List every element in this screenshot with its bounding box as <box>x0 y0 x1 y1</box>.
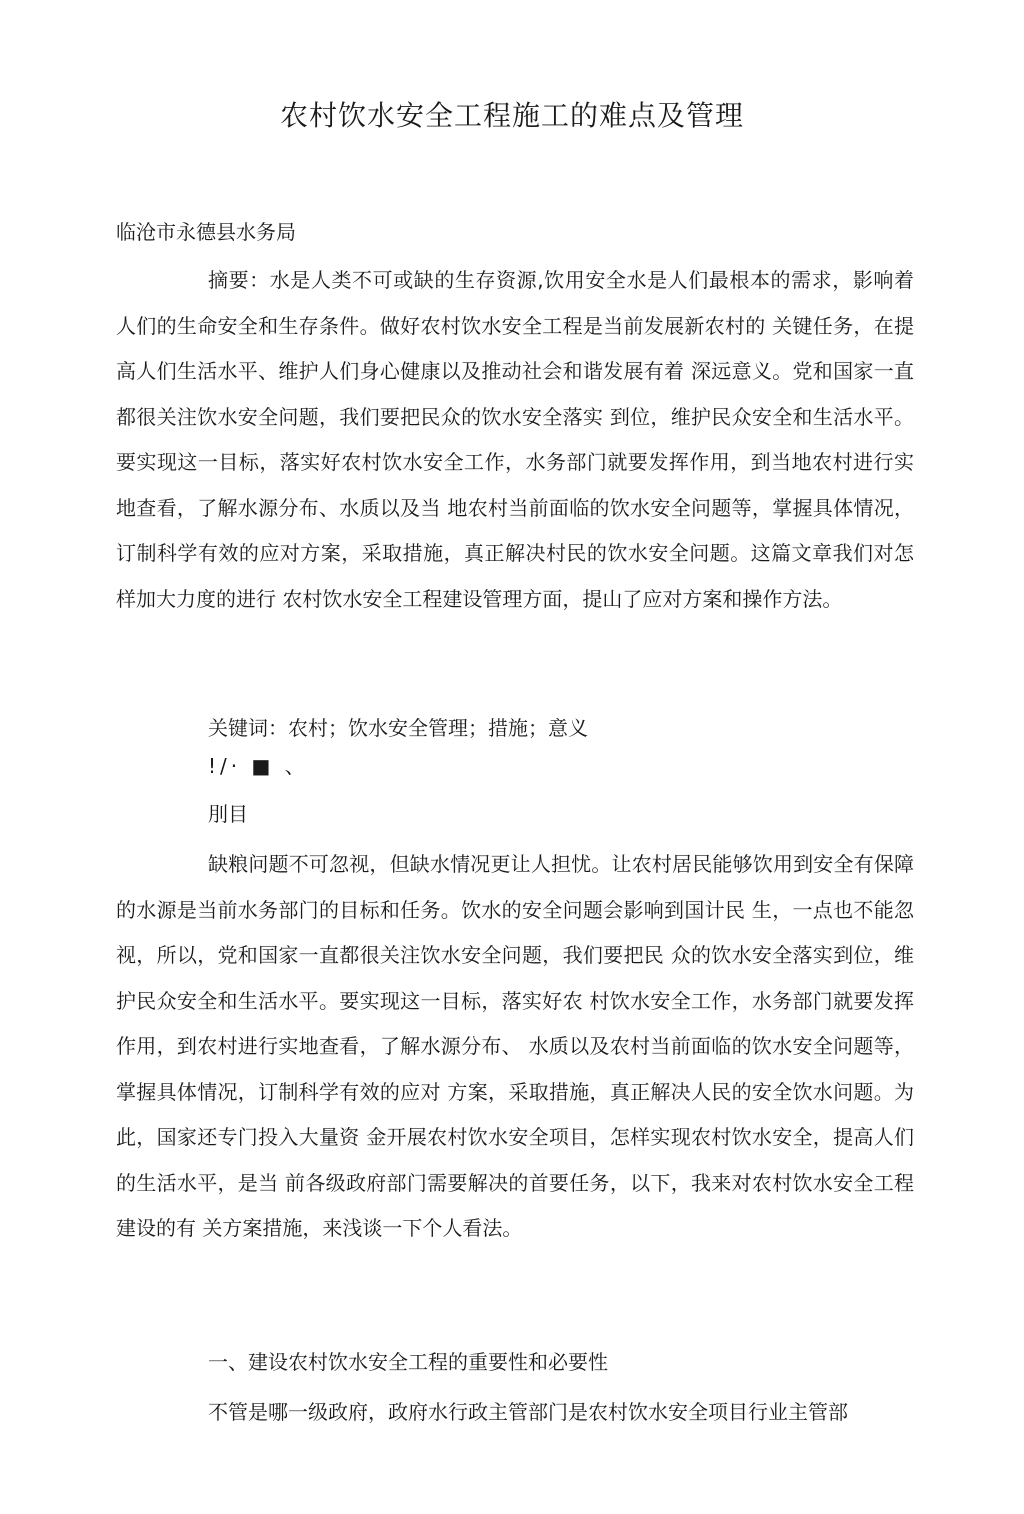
section-heading: 一、建设农村饮水安全工程的重要性和必要性 <box>208 1350 608 1374</box>
keywords-line: 关键词：农村；饮水安全管理；措施；意义 <box>208 716 588 740</box>
document-title: 农村饮水安全工程施工的难点及管理 <box>279 99 744 132</box>
section-paragraph: 不管是哪一级政府，政府水行政主管部门是农村饮水安全项目行业主管部 <box>208 1400 848 1424</box>
abstract-paragraph: 摘要：水是人类不可或缺的生存资源,饮用安全水是人们最根本的需求，影响着人们的生命安全和生存条件。做好农村饮水安全工程是当前发展新农村的 关键任务，在提高人们生活水平、维护人们身心健康以及推动社会和谐发展有着 深远意义。党和国家一直都很关注饮水安全问题，我们要把民众的饮水安全落实 到位，维护民众安全和生活水平。要实现这一目标，落实好农村饮水安全工作，水务部门就要发挥作用，到当地农村进行实地查看，了解水源分布、水质以及当 地农村当前面临的饮水安全问题等，掌握具体情况，订制科学有效的应对方案，采取措施，真正解决村民的饮水安全问题。这篇文章我们对怎样加大力度的进行 农村饮水安全工程建设管理方面，提山了应对方案和操作方法。 <box>116 268 914 611</box>
author-affiliation: 临沧市永德县水务局 <box>116 220 296 244</box>
preface-paragraph: 缺粮问题不可忽视，但缺水情况更让人担忧。让农村居民能够饮用到安全有保障的水源是当前水务部门的目标和任务。饮水的安全问题会影响到国计民 生，一点也不能忽视，所以，党和国家一直都很关注饮水安全问题，我们要把民 众的饮水安全落实到位，维护民众安全和生活水平。要实现这一目标，落实好农 村饮水安全工作，水务部门就要发挥作用，到农村进行实地查看，了解水源分布、 水质以及农村当前面临的饮水安全问题等，掌握具体情况，订制科学有效的应对 方案，采取措施，真正解决人民的安全饮水问题。为此，国家还专门投入大量资 金开展农村饮水安全项目，怎样实现农村饮水安全，提高人们的生活水平，是当 前各级政府部门需要解决的首要任务，以下，我来对农村饮水安全工程建设的有 关方案措施，来浅谈一下个人看法。 <box>116 852 914 1240</box>
preface-heading: 刖目 <box>208 802 248 826</box>
stray-marks: !/· ■ 、 <box>208 754 309 778</box>
